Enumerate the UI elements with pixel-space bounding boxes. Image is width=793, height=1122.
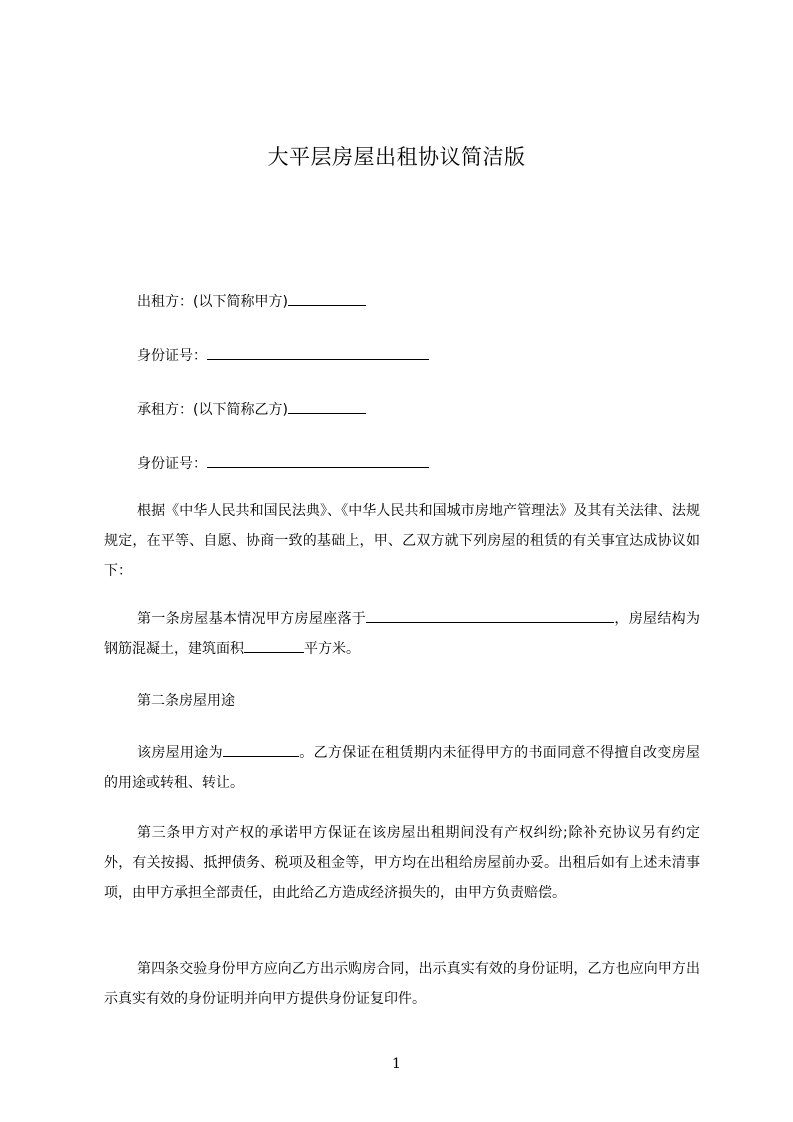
document-title: 大平层房屋出租协议简洁版 (267, 145, 526, 169)
lessee-blank (288, 398, 366, 414)
article1-paragraph (104, 604, 700, 664)
usage-blank (223, 741, 299, 757)
lessee-field (137, 398, 366, 420)
article2-text-a: 该房屋用途为 (137, 745, 223, 761)
lessor-field (137, 290, 366, 312)
lessor-id-field (137, 344, 429, 366)
lessee-id-label: 身份证号： (137, 456, 207, 472)
lessor-id-blank (207, 344, 429, 360)
lessee-label: 承租方：(以下简称乙方) (137, 402, 288, 418)
lessee-id-field (137, 452, 429, 474)
lessor-blank (288, 290, 366, 306)
article3-paragraph: 第三条甲方对产权的承诺甲方保证在该房屋出租期间没有产权纠纷;除补充协议另有约定外，有关按揭、抵押债务、税项及租金等，甲方均在出租给房屋前办妥。出租后如有上述未清事项，由甲方承担全部责任，由此给乙方造成经济损失的，由甲方负责赔偿。 (104, 825, 700, 901)
address-blank (366, 607, 614, 623)
lessor-label: 出租方：(以下简称甲方) (137, 294, 288, 310)
area-blank (244, 637, 304, 653)
page-number: 1 (392, 1056, 401, 1072)
lessee-id-blank (207, 452, 429, 468)
article1-text-a: 第一条房屋基本情况甲方房屋座落于 (137, 611, 367, 627)
preamble-paragraph: 根据《中华人民共和国民法典》、《中华人民共和国城市房地产管理法》及其有关法律、法规规定，在平等、自愿、协商一致的基础上，甲、乙双方就下列房屋的租赁的有关事宜达成协议如下： (104, 503, 700, 579)
article1-text-c: 平方米。 (304, 641, 360, 657)
lessor-id-label: 身份证号： (137, 348, 207, 364)
article2-title: 第二条房屋用途 (137, 693, 235, 709)
article2-text-b: 。乙方保证在租赁期内未征得甲方的书面同意不得擅自改变房屋的用途或转租、转让。 (104, 745, 701, 791)
article4-paragraph: 第四条交验身份甲方应向乙方出示购房合同，出示真实有效的身份证明，乙方也应向甲方出示真实有效的身份证明并向甲方提供身份证复印件。 (104, 961, 700, 1007)
article2-paragraph (104, 738, 700, 798)
article1-text-b: ，房屋结构为钢筋混凝土，建筑面积 (104, 611, 701, 657)
